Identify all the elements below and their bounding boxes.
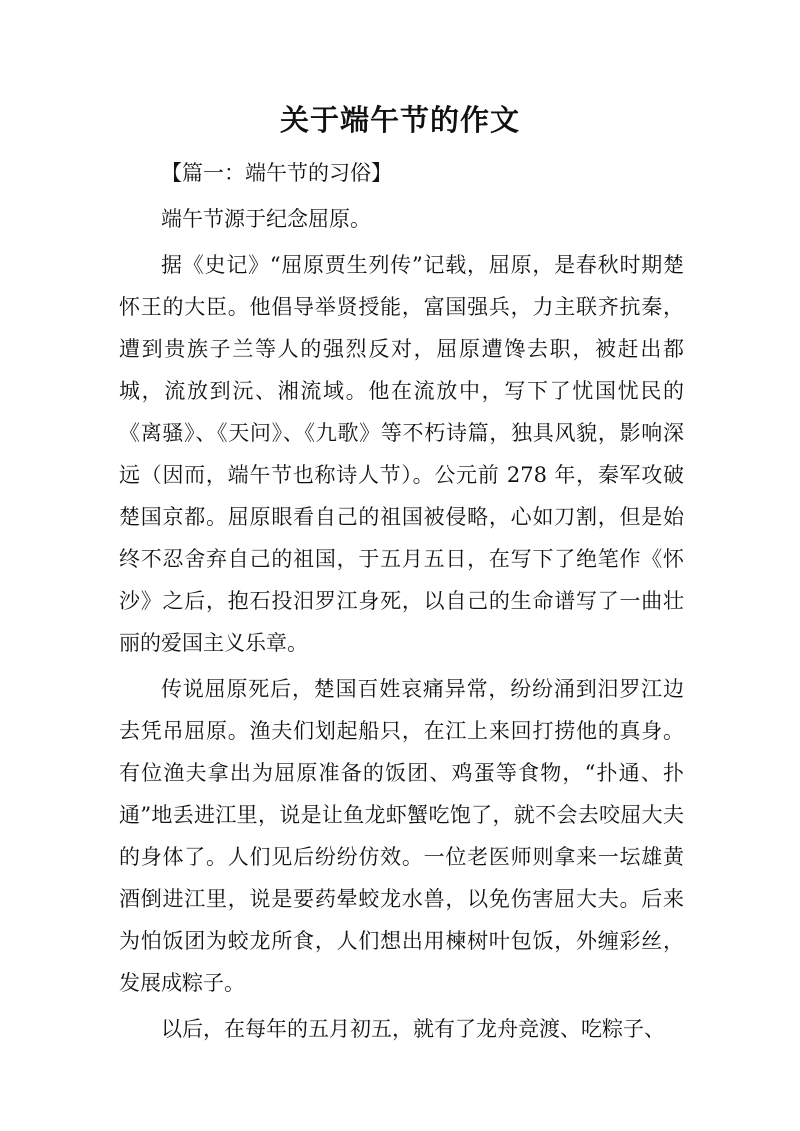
section-heading: 【篇一：端午节的习俗】 (161, 161, 392, 185)
paragraph: 据《史记》“屈原贾生列传”记载，屈原，是春秋时期楚怀王的大臣。他倡导举贤授能，富国强兵，力主联齐抗秦，遭到贵族子兰等人的强烈反对，屈原遭馋去职，被赶出都城，流放到沅、湘流域。他在流放中，写下了忧国忧民的《离骚》、《天问》、《九歌》等不朽诗篇，独具风貌，影响深远（因而，端午节也称诗人节）。公元前 278 年，秦军攻破楚国京都。屈原眼看自己的祖国被侵略，心如刀割，但是始终不忍舍弃自己的祖国，于五月五日，在写下了绝笔作《怀沙》之后，抱石投汨罗江身死，以自己的生命谱写了一曲壮丽的爱国主义乐章。 (119, 253, 684, 655)
page-title: 关于端午节的作文 (279, 103, 520, 137)
paragraph: 传说屈原死后，楚国百姓哀痛异常，纷纷涌到汨罗江边去凭吊屈原。渔夫们划起船只，在江上来回打捞他的真身。有位渔夫拿出为屈原准备的饭团、鸡蛋等食物，“扑通、扑通”地丢进江里，说是让鱼龙虾蟹吃饱了，就不会去咬屈大夫的身体了。人们见后纷纷仿效。一位老医师则拿来一坛雄黄酒倒进江里，说是要药晕蛟龙水兽，以免伤害屈大夫。后来为怕饭团为蛟龙所食，人们想出用楝树叶包饭，外缠彩丝，发展成粽子。 (119, 677, 684, 995)
paragraph: 以后，在每年的五月初五，就有了龙舟竞渡、吃粽子、 (161, 1017, 665, 1041)
paragraph: 端午节源于纪念屈原。 (161, 207, 371, 231)
document-body (119, 152, 684, 1054)
